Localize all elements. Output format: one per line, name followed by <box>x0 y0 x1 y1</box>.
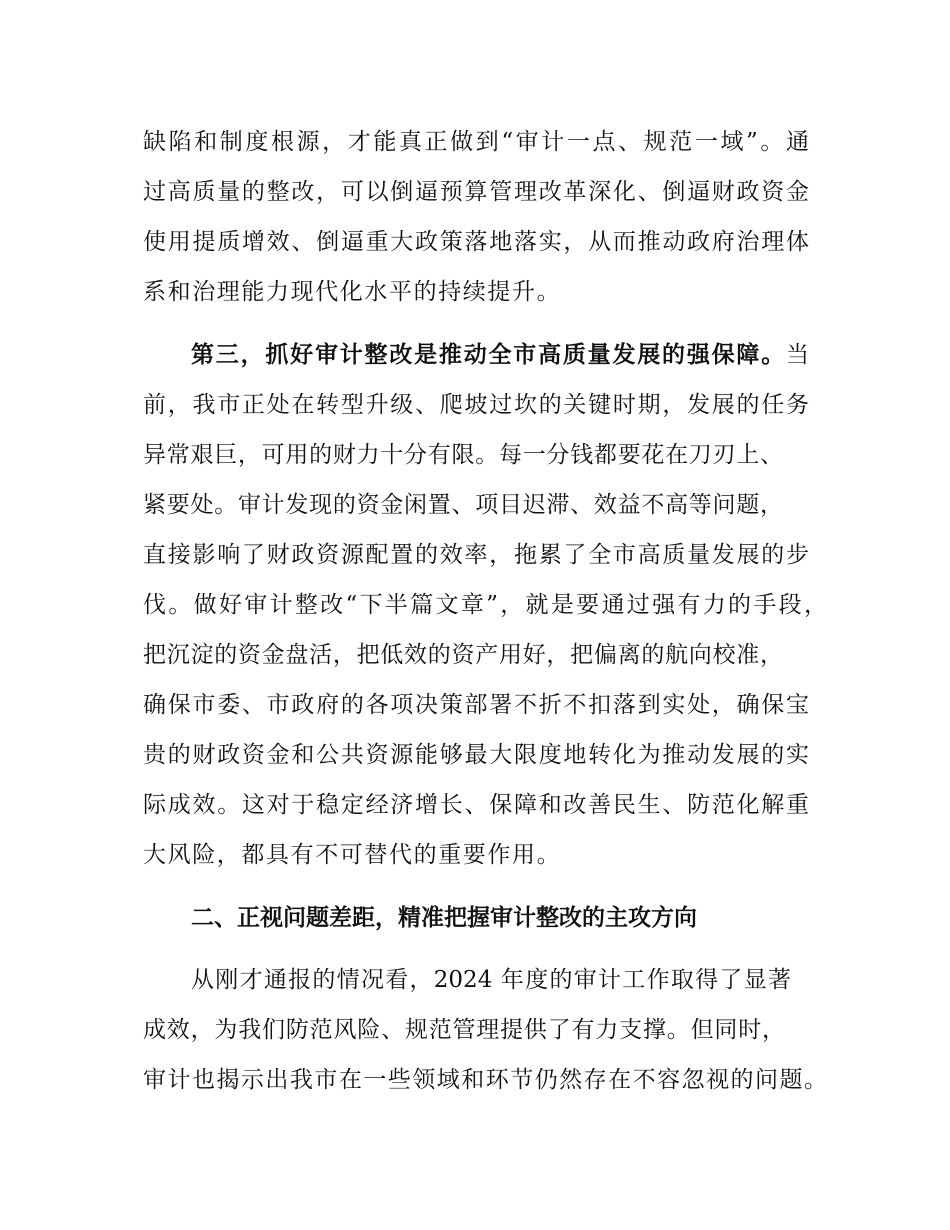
text-line: 前，我市正处在转型升级、爬坡过坎的关键时期，发展的任务 <box>143 392 809 418</box>
text-line: 贵的财政资金和公共资源能够最大限度地转化为推动发展的实 <box>143 742 809 768</box>
text-line: 异常艰巨，可用的财力十分有限。每一分钱都要花在刀刃上、 <box>143 442 783 468</box>
text-span: 当 <box>786 342 809 368</box>
text-line: 际成效。这对于稳定经济增长、保障和改善民生、防范化解重 <box>143 792 809 818</box>
text-line: 过高质量的整改，可以倒逼预算管理改革深化、倒逼财政资金 <box>143 179 809 205</box>
text-line: 伐。做好审计整改“下半篇文章”，就是要通过强有力的手段， <box>143 592 827 618</box>
text-line: 审计也揭示出我市在一些领域和环节仍然存在不容忽视的问题。 <box>143 1067 827 1093</box>
text-line: 大风险，都具有不可替代的重要作用。 <box>143 842 562 868</box>
text-line: 把沉淀的资金盘活，把低效的资产用好，把偏离的航向校准， <box>143 642 783 668</box>
text-line: 紧要处。审计发现的资金闲置、项目迟滞、效益不高等问题， <box>143 492 783 518</box>
text-line <box>191 340 809 370</box>
text-line: 缺陷和制度根源，才能真正做到“审计一点、规范一域”。通 <box>143 129 809 155</box>
section-heading: 二、正视问题差距，精准把握审计整改的主攻方向 <box>191 905 697 931</box>
text-line: 系和治理能力现代化水平的持续提升。 <box>143 279 562 305</box>
text-line: 使用提质增效、倒逼重大政策落地落实，从而推动政府治理体 <box>143 229 809 255</box>
bold-lead-sentence: 第三，抓好审计整改是推动全市高质量发展的强保障。 <box>191 342 786 368</box>
text-line: 从刚才通报的情况看，2024 年度的审计工作取得了显著 <box>191 967 791 993</box>
text-line: 成效，为我们防范风险、规范管理提供了有力支撑。但同时， <box>143 1017 785 1043</box>
text-line: 确保市委、市政府的各项决策部署不折不扣落到实处，确保宝 <box>143 692 809 718</box>
text-line: 直接影响了财政资源配置的效率，拖累了全市高质量发展的步 <box>143 542 809 568</box>
